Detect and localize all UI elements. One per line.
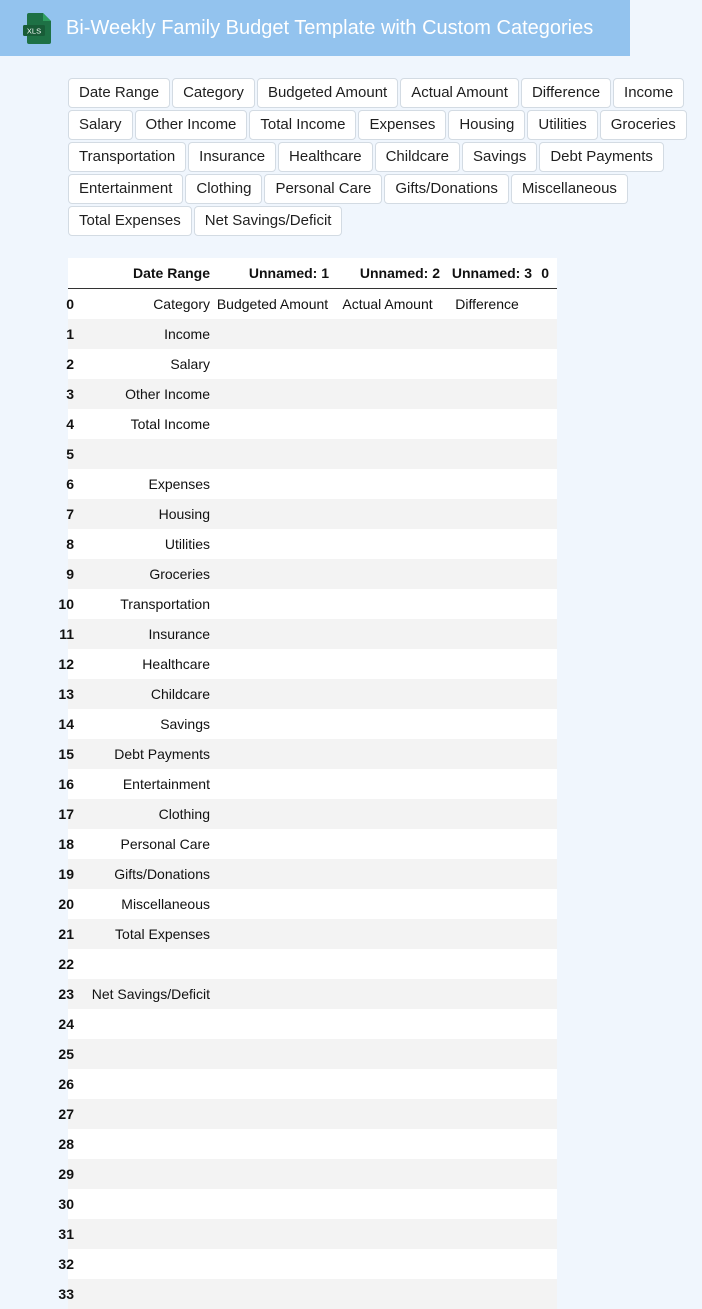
cell-budgeted[interactable] — [210, 409, 335, 439]
cell-category[interactable]: Miscellaneous — [74, 889, 210, 919]
column-chip[interactable]: Transportation — [68, 142, 186, 172]
cell-extra[interactable] — [534, 1189, 557, 1219]
table-row — [68, 649, 557, 679]
cell-extra[interactable] — [534, 589, 557, 619]
row-index: 19 — [68, 859, 74, 889]
cell-category[interactable]: Other Income — [74, 379, 210, 409]
cell-category[interactable]: Debt Payments — [74, 739, 210, 769]
row-index: 1 — [68, 319, 74, 349]
cell-difference[interactable] — [440, 859, 534, 889]
row-index: 2 — [68, 349, 74, 379]
cell-extra[interactable] — [534, 889, 557, 919]
cell-category[interactable] — [74, 1009, 210, 1039]
column-chip[interactable]: Savings — [462, 142, 537, 172]
cell-budgeted[interactable] — [210, 1219, 335, 1249]
cell-difference[interactable] — [440, 349, 534, 379]
cell-actual[interactable] — [335, 1129, 440, 1159]
cell-difference[interactable] — [440, 739, 534, 769]
cell-difference[interactable] — [440, 1219, 534, 1249]
cell-category[interactable] — [74, 949, 210, 979]
cell-actual[interactable] — [335, 1249, 440, 1279]
cell-difference[interactable] — [440, 619, 534, 649]
cell-actual[interactable] — [335, 589, 440, 619]
cell-extra[interactable] — [534, 289, 557, 320]
cell-difference[interactable] — [440, 409, 534, 439]
cell-category[interactable] — [74, 1189, 210, 1219]
row-index: 9 — [68, 559, 74, 589]
table-row — [68, 529, 557, 559]
cell-category[interactable] — [74, 1249, 210, 1279]
column-chip[interactable]: Expenses — [358, 110, 446, 140]
column-chip[interactable]: Net Savings/Deficit — [194, 206, 343, 236]
table-row — [68, 709, 557, 739]
cell-extra[interactable] — [534, 829, 557, 859]
cell-extra[interactable] — [534, 1039, 557, 1069]
cell-category[interactable]: Healthcare — [74, 649, 210, 679]
column-header-unnamed-2[interactable]: Unnamed: 2 — [335, 258, 440, 289]
cell-category[interactable] — [74, 1099, 210, 1129]
column-chip[interactable]: Insurance — [188, 142, 276, 172]
row-index: 28 — [68, 1129, 74, 1159]
cell-budgeted[interactable] — [210, 829, 335, 859]
cell-budgeted[interactable] — [210, 649, 335, 679]
cell-extra[interactable] — [534, 469, 557, 499]
cell-budgeted[interactable] — [210, 919, 335, 949]
cell-difference[interactable] — [440, 379, 534, 409]
table-row — [68, 829, 557, 859]
cell-budgeted[interactable] — [210, 709, 335, 739]
row-index: 32 — [68, 1249, 74, 1279]
cell-category[interactable]: Savings — [74, 709, 210, 739]
row-index: 24 — [68, 1009, 74, 1039]
cell-category[interactable] — [74, 1219, 210, 1249]
cell-actual[interactable] — [335, 709, 440, 739]
cell-extra[interactable] — [534, 499, 557, 529]
xls-file-icon — [23, 13, 51, 44]
cell-budgeted[interactable] — [210, 1159, 335, 1189]
cell-actual[interactable] — [335, 559, 440, 589]
cell-difference[interactable] — [440, 889, 534, 919]
table-header-row — [68, 258, 557, 289]
cell-extra[interactable] — [534, 919, 557, 949]
cell-extra[interactable] — [534, 859, 557, 889]
cell-difference[interactable] — [440, 769, 534, 799]
cell-difference[interactable] — [440, 919, 534, 949]
cell-extra[interactable] — [534, 769, 557, 799]
cell-actual[interactable] — [335, 1159, 440, 1189]
cell-category[interactable]: Total Expenses — [74, 919, 210, 949]
cell-difference[interactable] — [440, 949, 534, 979]
cell-extra[interactable] — [534, 1099, 557, 1129]
cell-category[interactable]: Category — [74, 289, 210, 320]
cell-extra[interactable] — [534, 559, 557, 589]
row-index: 8 — [68, 529, 74, 559]
cell-actual[interactable] — [335, 679, 440, 709]
cell-category[interactable] — [74, 1039, 210, 1069]
cell-actual[interactable] — [335, 1069, 440, 1099]
column-chip[interactable]: Difference — [521, 78, 611, 108]
row-index: 25 — [68, 1039, 74, 1069]
table-row — [68, 289, 557, 320]
cell-actual[interactable] — [335, 949, 440, 979]
row-index: 7 — [68, 499, 74, 529]
cell-budgeted[interactable] — [210, 349, 335, 379]
cell-category[interactable]: Income — [74, 319, 210, 349]
cell-category[interactable]: Salary — [74, 349, 210, 379]
cell-budgeted[interactable] — [210, 889, 335, 919]
cell-budgeted[interactable] — [210, 739, 335, 769]
row-index: 4 — [68, 409, 74, 439]
column-chip[interactable]: Clothing — [185, 174, 262, 204]
cell-budgeted[interactable] — [210, 559, 335, 589]
column-chip[interactable]: Housing — [448, 110, 525, 140]
cell-actual[interactable] — [335, 319, 440, 349]
table-row — [68, 619, 557, 649]
cell-difference[interactable] — [440, 529, 534, 559]
cell-category[interactable]: Clothing — [74, 799, 210, 829]
cell-budgeted[interactable] — [210, 1189, 335, 1219]
cell-category[interactable]: Utilities — [74, 529, 210, 559]
cell-actual[interactable] — [335, 529, 440, 559]
table-row — [68, 1249, 557, 1279]
cell-budgeted[interactable] — [210, 1039, 335, 1069]
cell-difference[interactable] — [440, 679, 534, 709]
cell-budgeted[interactable] — [210, 319, 335, 349]
cell-budgeted[interactable] — [210, 619, 335, 649]
column-chip[interactable]: Childcare — [375, 142, 460, 172]
cell-actual[interactable] — [335, 499, 440, 529]
cell-extra[interactable] — [534, 1219, 557, 1249]
row-index: 3 — [68, 379, 74, 409]
row-index: 30 — [68, 1189, 74, 1219]
cell-budgeted[interactable] — [210, 379, 335, 409]
column-chip[interactable]: Total Expenses — [68, 206, 192, 236]
cell-budgeted[interactable] — [210, 469, 335, 499]
table-row — [68, 679, 557, 709]
cell-budgeted[interactable] — [210, 1099, 335, 1129]
title-bar — [0, 0, 630, 56]
cell-category[interactable]: Entertainment — [74, 769, 210, 799]
cell-budgeted[interactable] — [210, 859, 335, 889]
cell-difference[interactable] — [440, 499, 534, 529]
cell-actual[interactable] — [335, 1219, 440, 1249]
row-index: 31 — [68, 1219, 74, 1249]
cell-budgeted[interactable] — [210, 499, 335, 529]
cell-actual[interactable] — [335, 649, 440, 679]
cell-budgeted[interactable] — [210, 529, 335, 559]
table-row — [68, 859, 557, 889]
row-index: 26 — [68, 1069, 74, 1099]
column-chip[interactable]: Income — [613, 78, 684, 108]
cell-extra[interactable] — [534, 409, 557, 439]
cell-extra[interactable] — [534, 619, 557, 649]
cell-difference[interactable] — [440, 1249, 534, 1279]
cell-budgeted[interactable] — [210, 679, 335, 709]
column-chip[interactable]: Debt Payments — [539, 142, 664, 172]
cell-category[interactable]: Net Savings/Deficit — [74, 979, 210, 1009]
row-index: 23 — [68, 979, 74, 1009]
cell-extra[interactable] — [534, 349, 557, 379]
cell-extra[interactable] — [534, 439, 557, 469]
cell-category[interactable]: Childcare — [74, 679, 210, 709]
table-row — [68, 469, 557, 499]
column-chip[interactable]: Groceries — [600, 110, 687, 140]
cell-category[interactable]: Transportation — [74, 589, 210, 619]
cell-extra[interactable] — [534, 799, 557, 829]
cell-difference[interactable] — [440, 649, 534, 679]
column-chip[interactable]: Total Income — [249, 110, 356, 140]
cell-difference[interactable] — [440, 709, 534, 739]
table-row — [68, 739, 557, 769]
cell-category[interactable] — [74, 1279, 210, 1309]
cell-actual[interactable] — [335, 739, 440, 769]
cell-budgeted[interactable] — [210, 769, 335, 799]
cell-category[interactable]: Groceries — [74, 559, 210, 589]
cell-extra[interactable] — [534, 949, 557, 979]
cell-difference[interactable] — [440, 979, 534, 1009]
cell-extra[interactable] — [534, 1129, 557, 1159]
row-index: 15 — [68, 739, 74, 769]
table-row — [68, 979, 557, 1009]
row-index: 0 — [68, 289, 74, 320]
cell-budgeted[interactable] — [210, 1129, 335, 1159]
cell-budgeted[interactable] — [210, 1069, 335, 1099]
table-row — [68, 769, 557, 799]
cell-difference[interactable] — [440, 799, 534, 829]
cell-budgeted[interactable] — [210, 1009, 335, 1039]
table-row — [68, 1129, 557, 1159]
cell-difference[interactable] — [440, 559, 534, 589]
column-chip[interactable]: Budgeted Amount — [257, 78, 398, 108]
cell-actual[interactable] — [335, 1189, 440, 1219]
table-row — [68, 1069, 557, 1099]
row-index: 12 — [68, 649, 74, 679]
cell-actual[interactable] — [335, 1009, 440, 1039]
svg-text:XLS: XLS — [26, 26, 42, 36]
cell-extra[interactable] — [534, 379, 557, 409]
cell-actual[interactable] — [335, 1279, 440, 1309]
cell-difference[interactable] — [440, 589, 534, 619]
column-header-0[interactable]: 0 — [534, 258, 557, 289]
cell-actual[interactable] — [335, 439, 440, 469]
cell-actual[interactable] — [335, 799, 440, 829]
row-index: 27 — [68, 1099, 74, 1129]
cell-category[interactable]: Gifts/Donations — [74, 859, 210, 889]
cell-extra[interactable] — [534, 679, 557, 709]
table-row — [68, 1279, 557, 1309]
cell-actual[interactable] — [335, 379, 440, 409]
table-row — [68, 1159, 557, 1189]
column-chip-list — [68, 78, 692, 238]
cell-actual[interactable] — [335, 349, 440, 379]
column-chip[interactable]: Entertainment — [68, 174, 183, 204]
cell-difference[interactable] — [440, 1069, 534, 1099]
cell-category[interactable]: Personal Care — [74, 829, 210, 859]
table-row — [68, 949, 557, 979]
column-header-date-range[interactable]: Date Range — [74, 258, 210, 289]
row-index: 13 — [68, 679, 74, 709]
table-row — [68, 889, 557, 919]
table-row — [68, 1009, 557, 1039]
cell-category[interactable] — [74, 1129, 210, 1159]
cell-budgeted[interactable]: Budgeted Amount — [210, 289, 335, 320]
cell-extra[interactable] — [534, 709, 557, 739]
cell-extra[interactable] — [534, 1249, 557, 1279]
cell-actual[interactable] — [335, 1099, 440, 1129]
cell-difference[interactable] — [440, 469, 534, 499]
cell-difference[interactable] — [440, 1039, 534, 1069]
cell-extra[interactable] — [534, 649, 557, 679]
row-index: 22 — [68, 949, 74, 979]
cell-category[interactable]: Housing — [74, 499, 210, 529]
cell-extra[interactable] — [534, 319, 557, 349]
table-row — [68, 1219, 557, 1249]
cell-difference[interactable] — [440, 1009, 534, 1039]
column-chip[interactable]: Miscellaneous — [511, 174, 628, 204]
cell-actual[interactable] — [335, 1039, 440, 1069]
cell-actual[interactable] — [335, 769, 440, 799]
table-row — [68, 559, 557, 589]
cell-extra[interactable] — [534, 979, 557, 1009]
table-row — [68, 919, 557, 949]
row-index: 16 — [68, 769, 74, 799]
row-index: 14 — [68, 709, 74, 739]
cell-extra[interactable] — [534, 1009, 557, 1039]
cell-category[interactable] — [74, 1069, 210, 1099]
cell-actual[interactable]: Actual Amount — [335, 289, 440, 320]
table-row — [68, 589, 557, 619]
column-header-unnamed-3[interactable]: Unnamed: 3 — [440, 258, 534, 289]
table-row — [68, 1099, 557, 1129]
column-chip[interactable]: Healthcare — [278, 142, 373, 172]
cell-budgeted[interactable] — [210, 799, 335, 829]
row-index: 18 — [68, 829, 74, 859]
row-index: 6 — [68, 469, 74, 499]
cell-difference[interactable] — [440, 829, 534, 859]
cell-difference[interactable] — [440, 1279, 534, 1309]
page-title: Bi-Weekly Family Budget Template with Custom Categories — [66, 17, 594, 39]
column-chip[interactable]: Actual Amount — [400, 78, 519, 108]
table-row — [68, 349, 557, 379]
cell-actual[interactable] — [335, 889, 440, 919]
cell-difference[interactable] — [440, 1129, 534, 1159]
row-index: 20 — [68, 889, 74, 919]
row-index: 21 — [68, 919, 74, 949]
column-chip[interactable]: Salary — [68, 110, 133, 140]
row-index: 10 — [68, 589, 74, 619]
cell-budgeted[interactable] — [210, 439, 335, 469]
cell-category[interactable]: Total Income — [74, 409, 210, 439]
spreadsheet-table — [58, 258, 557, 1302]
cell-actual[interactable] — [335, 619, 440, 649]
row-index: 33 — [68, 1279, 74, 1309]
table-row — [68, 499, 557, 529]
row-index: 29 — [68, 1159, 74, 1189]
table-row — [68, 799, 557, 829]
cell-category[interactable] — [74, 439, 210, 469]
column-chip[interactable]: Gifts/Donations — [384, 174, 509, 204]
cell-extra[interactable] — [534, 739, 557, 769]
cell-difference[interactable] — [440, 439, 534, 469]
table-row — [68, 1189, 557, 1219]
table-row — [68, 1039, 557, 1069]
cell-difference[interactable] — [440, 1099, 534, 1129]
row-index: 17 — [68, 799, 74, 829]
cell-budgeted[interactable] — [210, 1249, 335, 1279]
cell-budgeted[interactable] — [210, 589, 335, 619]
cell-budgeted[interactable] — [210, 979, 335, 1009]
cell-actual[interactable] — [335, 859, 440, 889]
cell-actual[interactable] — [335, 409, 440, 439]
cell-category[interactable]: Insurance — [74, 619, 210, 649]
column-header-unnamed-1[interactable]: Unnamed: 1 — [210, 258, 335, 289]
cell-category[interactable]: Expenses — [74, 469, 210, 499]
table-row — [68, 439, 557, 469]
column-chip[interactable]: Personal Care — [264, 174, 382, 204]
cell-actual[interactable] — [335, 469, 440, 499]
table-row — [68, 379, 557, 409]
cell-budgeted[interactable] — [210, 949, 335, 979]
cell-extra[interactable] — [534, 1159, 557, 1189]
column-chip[interactable]: Category — [172, 78, 255, 108]
cell-category[interactable] — [74, 1159, 210, 1189]
cell-difference[interactable] — [440, 1159, 534, 1189]
cell-difference[interactable] — [440, 1189, 534, 1219]
column-chip[interactable]: Other Income — [135, 110, 248, 140]
cell-actual[interactable] — [335, 919, 440, 949]
column-chip[interactable]: Date Range — [68, 78, 170, 108]
cell-actual[interactable] — [335, 979, 440, 1009]
cell-actual[interactable] — [335, 829, 440, 859]
cell-extra[interactable] — [534, 1279, 557, 1309]
cell-budgeted[interactable] — [210, 1279, 335, 1309]
cell-difference[interactable]: Difference — [440, 289, 534, 320]
cell-extra[interactable] — [534, 1069, 557, 1099]
row-index: 11 — [68, 619, 74, 649]
table-row — [68, 409, 557, 439]
cell-extra[interactable] — [534, 529, 557, 559]
row-index: 5 — [68, 439, 74, 469]
cell-difference[interactable] — [440, 319, 534, 349]
column-chip[interactable]: Utilities — [527, 110, 597, 140]
table-row — [68, 319, 557, 349]
